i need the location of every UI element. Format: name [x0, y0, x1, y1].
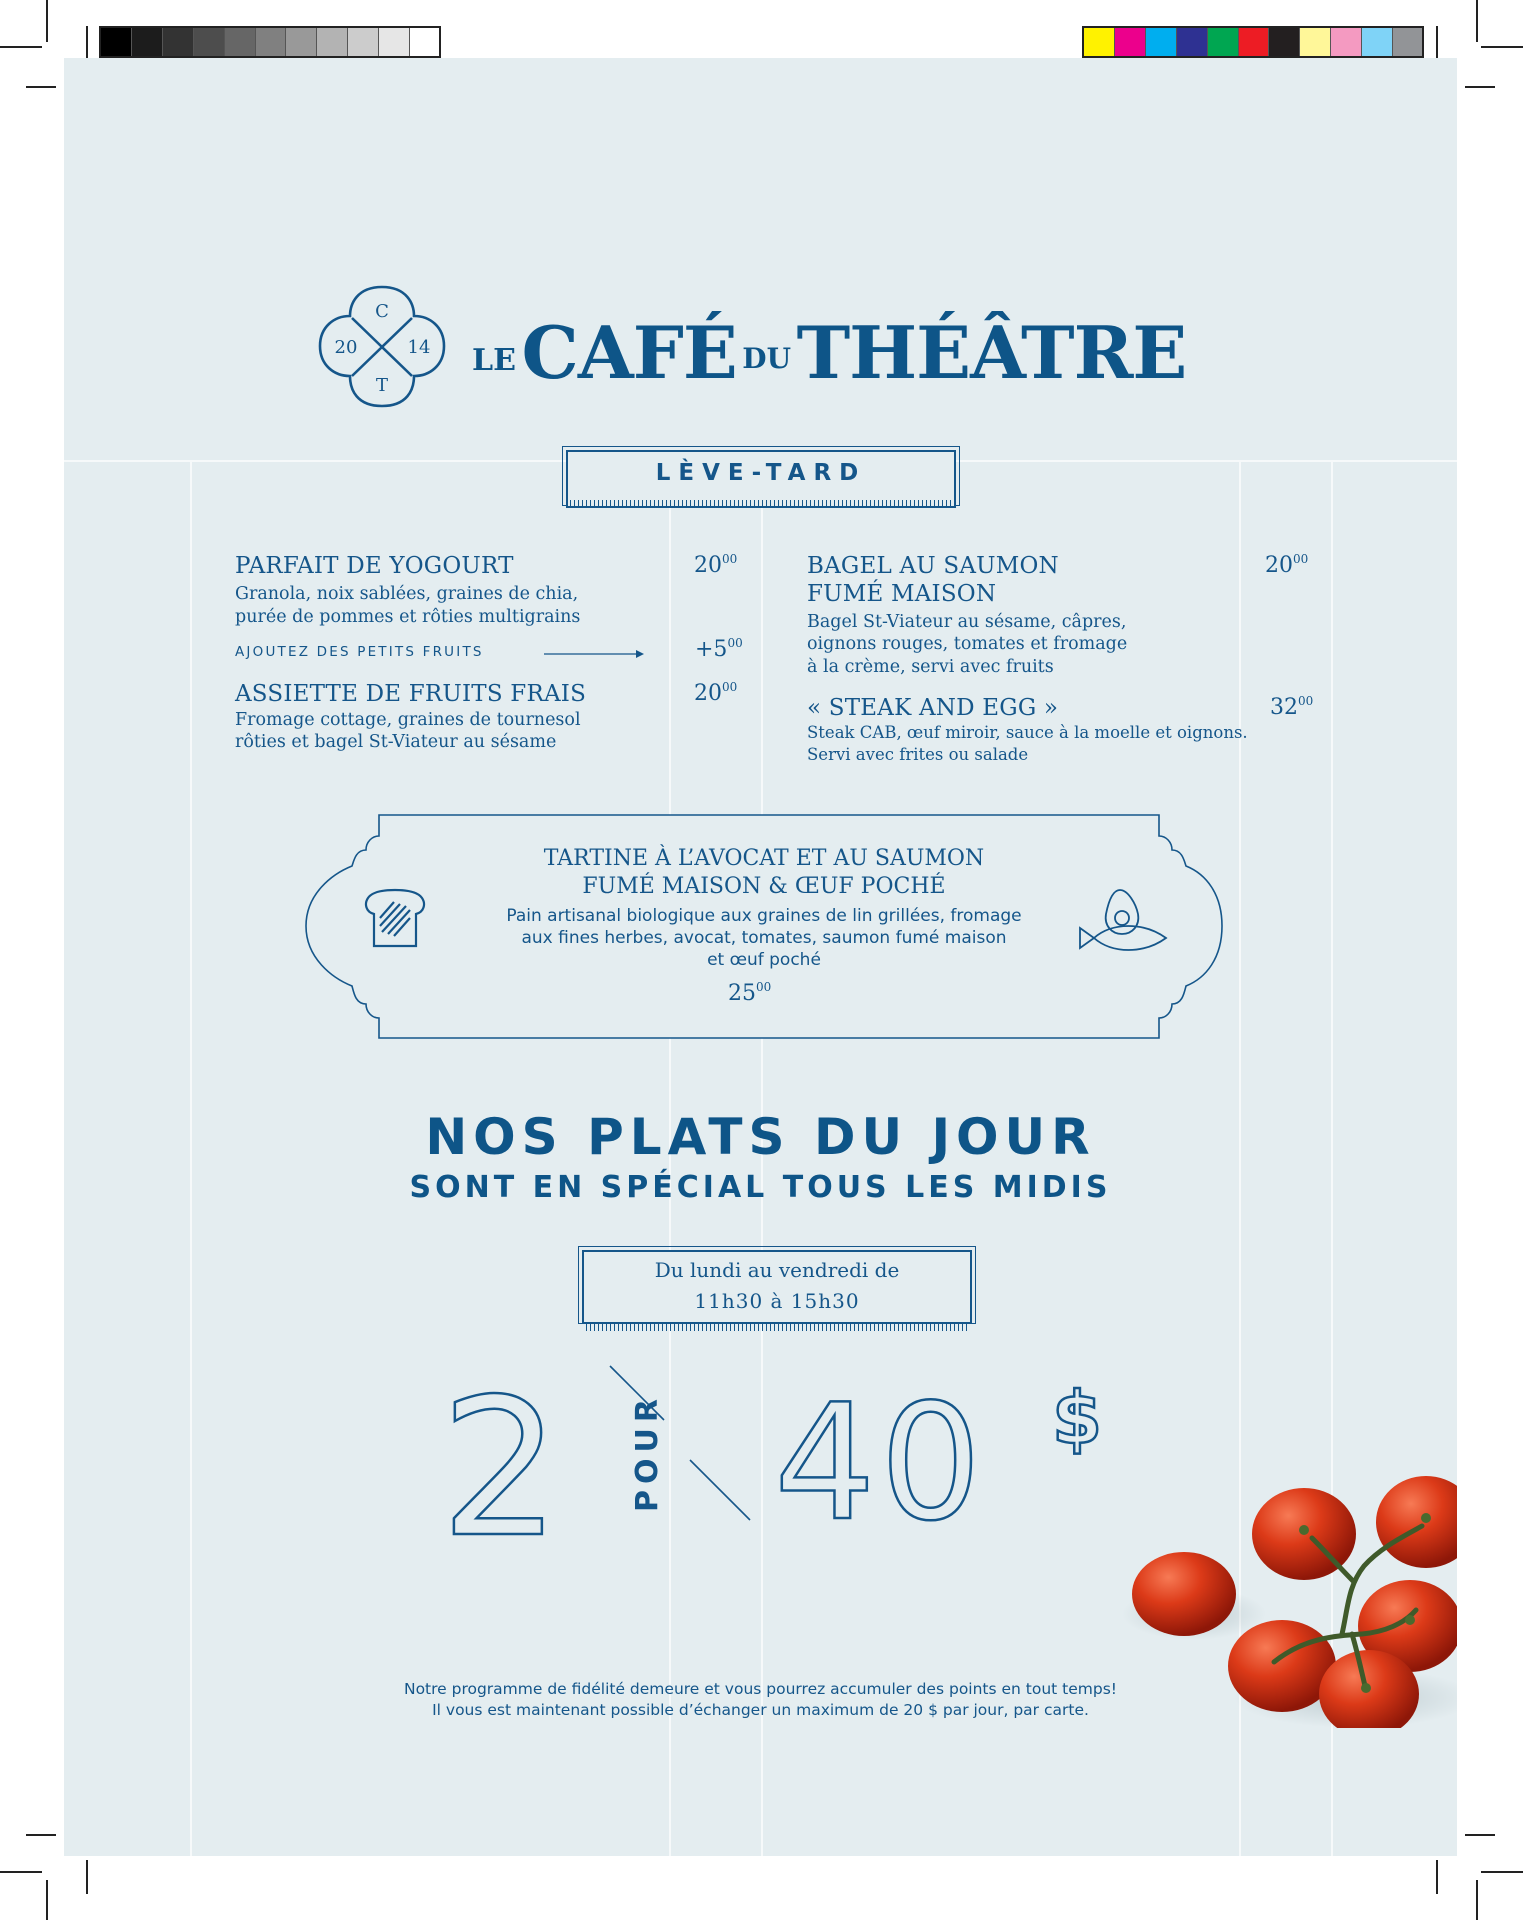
item-title: FUMÉ MAISON — [807, 581, 997, 607]
loyalty-note: Notre programme de fidélité demeure et vous pourrez accumuler des points en tout temps! — [403, 1680, 1118, 1698]
crop-mark — [26, 86, 56, 88]
hours-line: 11h30 à 15h30 — [694, 1289, 860, 1313]
featured-item-title: TARTINE À L’AVOCAT ET AU SAUMON — [543, 846, 985, 871]
crop-mark — [1476, 1880, 1478, 1920]
crop-mark — [1481, 1871, 1523, 1873]
crop-mark — [1465, 86, 1495, 88]
specials-headline: NOS PLATS DU JOUR — [425, 1108, 1096, 1166]
logo-word-le: LE — [472, 343, 516, 378]
featured-item-title: FUMÉ MAISON & ŒUF POCHÉ — [582, 874, 946, 899]
cherry-tomatoes-image — [1104, 1398, 1457, 1728]
featured-item-description: et œuf poché — [707, 950, 821, 970]
item-description: Bagel St-Viateur au sésame, câpres, — [807, 612, 1127, 632]
featured-item-price: $25^{00}$ — [728, 980, 772, 1006]
grayscale-color-bar — [99, 26, 441, 58]
logo-badge-top: C — [375, 301, 389, 322]
item-title: BAGEL AU SAUMON — [807, 553, 1059, 579]
item-price: $32^{00}$ — [1270, 694, 1314, 720]
specials-subheadline: SONT EN SPÉCIAL TOUS LES MIDIS — [409, 1170, 1112, 1205]
item-title: PARFAIT DE YOGOURT — [235, 553, 514, 579]
crop-mark — [1481, 46, 1523, 48]
logo-badge-bottom: T — [375, 375, 389, 396]
hours-line: Du lundi au vendredi de — [654, 1258, 900, 1282]
logo-word-cafe: CAFÉ — [521, 310, 737, 395]
crop-mark — [86, 1860, 88, 1894]
crop-mark — [86, 26, 88, 58]
item-description: oignons rouges, tomates et fromage — [807, 634, 1128, 654]
logo-wordmark — [472, 310, 1186, 395]
crop-mark — [1436, 1860, 1438, 1894]
logo-badge-left: 20 — [334, 337, 358, 358]
logo-word-theatre: THÉÂTRE — [796, 310, 1187, 395]
featured-item-description: aux fines herbes, avocat, tomates, saumon fumé maison — [521, 928, 1007, 948]
deal-divider-lines — [602, 1364, 762, 1524]
hours-banner-hatch — [586, 1324, 970, 1331]
featured-item-description: Pain artisanal biologique aux graines de lin grillées, fromage — [506, 906, 1022, 926]
logo-badge-right: 14 — [407, 337, 431, 358]
item-title: « STEAK AND EGG » — [807, 695, 1059, 721]
deal-quantity: 2 — [440, 1358, 561, 1579]
item-description: purée de pommes et rôties multigrains — [235, 607, 581, 627]
loyalty-note: Il vous est maintenant possible d’échanger un maximum de 20 $ par jour, par carte. — [432, 1701, 1089, 1719]
crop-mark — [1476, 0, 1478, 42]
crop-mark — [26, 1834, 56, 1836]
deal-currency: $ — [1052, 1376, 1103, 1460]
item-description: Granola, noix sablées, graines de chia, — [235, 584, 579, 604]
logo-word-du: DU — [742, 342, 791, 375]
crop-mark — [0, 46, 42, 48]
addon-label: AJOUTEZ DES PETITS FRUITS — [235, 644, 484, 660]
item-price: $20^{00}$ — [1265, 552, 1309, 578]
section-banner-hatch — [570, 500, 954, 507]
arrow-right-icon — [544, 648, 648, 660]
item-title: ASSIETTE DE FRUITS FRAIS — [235, 681, 587, 707]
item-description: Steak CAB, œuf miroir, sauce à la moelle et oignons. — [807, 723, 1248, 742]
deal-word: POUR — [630, 1393, 665, 1512]
item-price: $20^{00}$ — [694, 552, 738, 578]
crop-mark — [1436, 26, 1438, 58]
crop-mark — [0, 1871, 42, 1873]
crop-mark — [46, 0, 48, 42]
crop-mark — [46, 1880, 48, 1920]
item-description: Servi avec frites ou salade — [807, 745, 1029, 764]
process-color-bar — [1082, 26, 1424, 58]
item-price: $20^{00}$ — [694, 680, 738, 706]
item-description: à la crème, servi avec fruits — [807, 657, 1054, 677]
item-description: rôties et bagel St-Viateur au sésame — [235, 732, 557, 752]
addon-price: $+5^{00}$ — [695, 636, 743, 662]
menu-poster — [64, 58, 1457, 1856]
section-title: LÈVE-TARD — [655, 460, 867, 486]
logo-badge-icon — [312, 282, 452, 412]
crop-mark — [1465, 1834, 1495, 1836]
item-description: Fromage cottage, graines de tournesol — [235, 710, 581, 730]
deal-price: 40 — [774, 1369, 986, 1556]
